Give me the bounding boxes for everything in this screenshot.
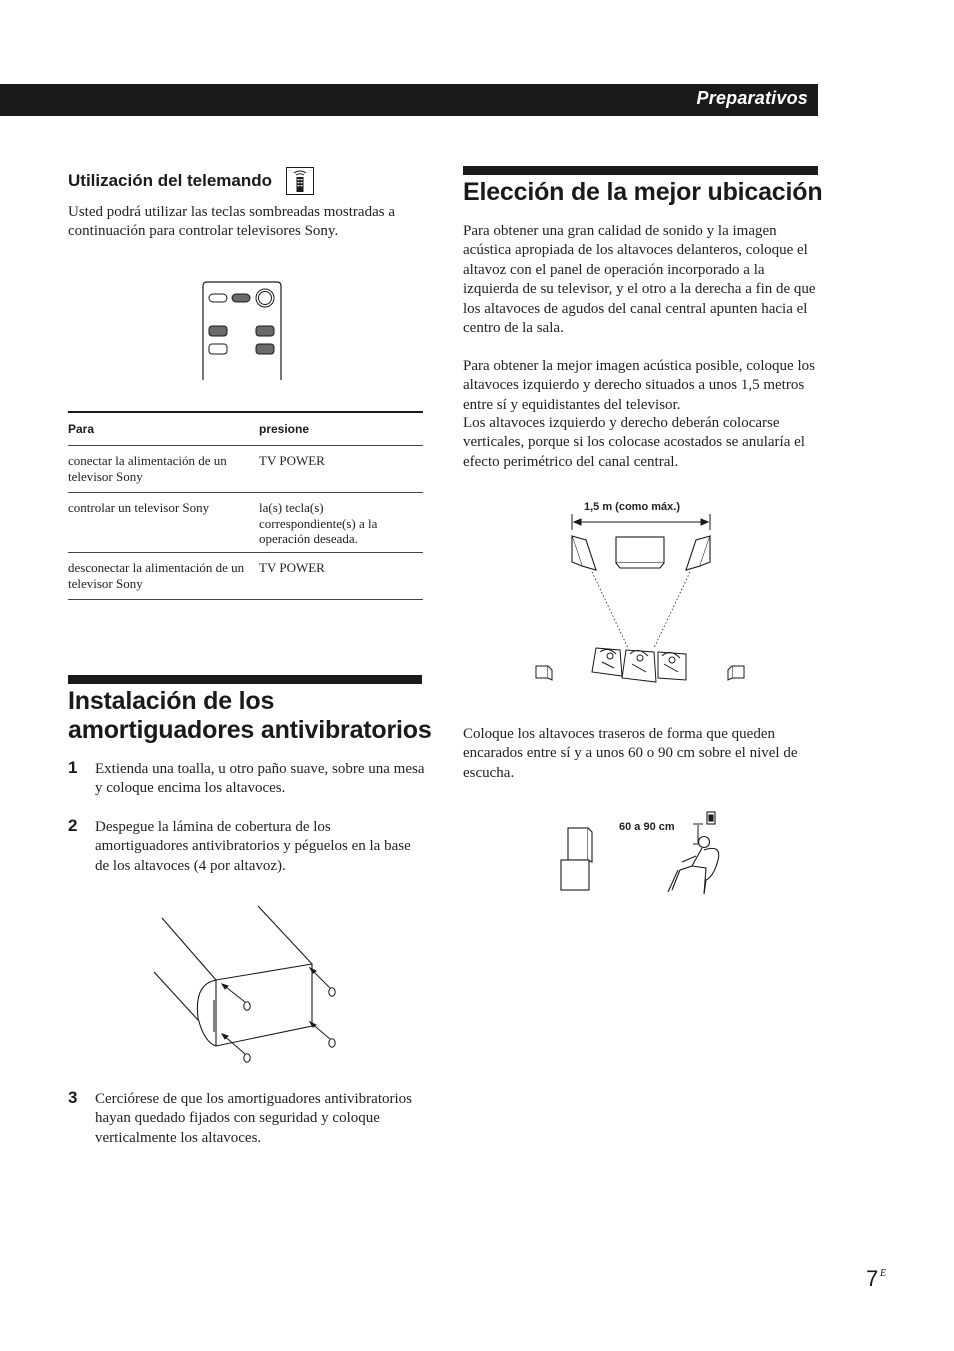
table-row [68, 446, 423, 493]
table-header-cell: presione [259, 422, 310, 436]
table-row [68, 553, 423, 600]
step-text: Despegue la lámina de cobertura de los amortiguadores antivibratorios y péguelos en la base de los altavoces (4 por altavoz). [95, 819, 411, 874]
table-cell: la(s) tecla(s) correspondiente(s) a la operación deseada. [259, 500, 378, 546]
distance-label: 1,5 m (como máx.) [584, 501, 680, 513]
section-rule [463, 166, 818, 175]
location-section-title: Elección de la mejor ubicación [463, 178, 823, 206]
step-number: 1 [68, 758, 78, 777]
remote-intro-text: Usted podrá utilizar las teclas sombreadas mostradas a continuación para controlar televisores Sony. [68, 204, 395, 240]
section-title: Preparativos [696, 88, 808, 108]
location-paragraph: Coloque los altavoces traseros de forma que queden encarados entre sí y a unos 60 o 90 cm sobre el nivel de escucha. [463, 726, 798, 781]
remote-control-illustration [200, 280, 284, 382]
section-rule [68, 675, 422, 684]
table-header-row [68, 413, 423, 446]
table-cell: TV POWER [259, 453, 325, 468]
step-text: Cerciórese de que los amortiguadores antivibratorios hayan quedado fijados con seguridad y coloque verticalmente los altavoces. [95, 1091, 412, 1146]
location-paragraph: Los altavoces izquierdo y derecho deberán colocarse verticales, porque si los colocase acostados se anularía el efecto perimétrico del canal central. [463, 415, 805, 470]
page-number: 7 [866, 1266, 879, 1291]
page-suffix: E [880, 1268, 887, 1279]
location-paragraph: Para obtener la mejor imagen acústica posible, coloque los altavoces izquierdo y derecho situados a unos 1,5 metros entre sí y equidistantes del televisor. [463, 358, 815, 413]
step-text: Extienda una toalla, u otro paño suave, sobre una mesa y coloque encima los altavoces. [95, 761, 425, 797]
step-number: 3 [68, 1088, 78, 1107]
pads-section-title: Instalación de los amortiguadores antivibratorios [68, 687, 432, 744]
table-cell: TV POWER [259, 560, 325, 575]
speaker-pads-illustration [150, 900, 350, 1070]
table-cell: conectar la alimentación de un televisor Sony [68, 453, 227, 484]
remote-key-table [68, 411, 423, 600]
step-number: 2 [68, 816, 78, 835]
front-speaker-placement-diagram [530, 512, 750, 688]
table-cell: controlar un televisor Sony [68, 500, 210, 515]
rear-speaker-height-diagram [556, 810, 732, 896]
remote-section-title: Utilización del telemando [68, 171, 273, 190]
location-paragraph: Para obtener una gran calidad de sonido y la imagen acústica apropiada de los altavoces delanteros, coloque el altavoz con el panel de operación incorporado a la izquierda de su televisor, y el otro a la derecha a fin de que los altavoces de agudos del canal central apunten hacia el centro de la sala. [463, 223, 816, 337]
table-cell: desconectar la alimentación de un televisor Sony [68, 560, 245, 591]
table-row [68, 493, 423, 553]
remote-control-icon [286, 167, 314, 195]
height-label: 60 a 90 cm [619, 821, 675, 833]
section-header-bar [0, 84, 818, 116]
table-header-cell: Para [68, 422, 95, 436]
